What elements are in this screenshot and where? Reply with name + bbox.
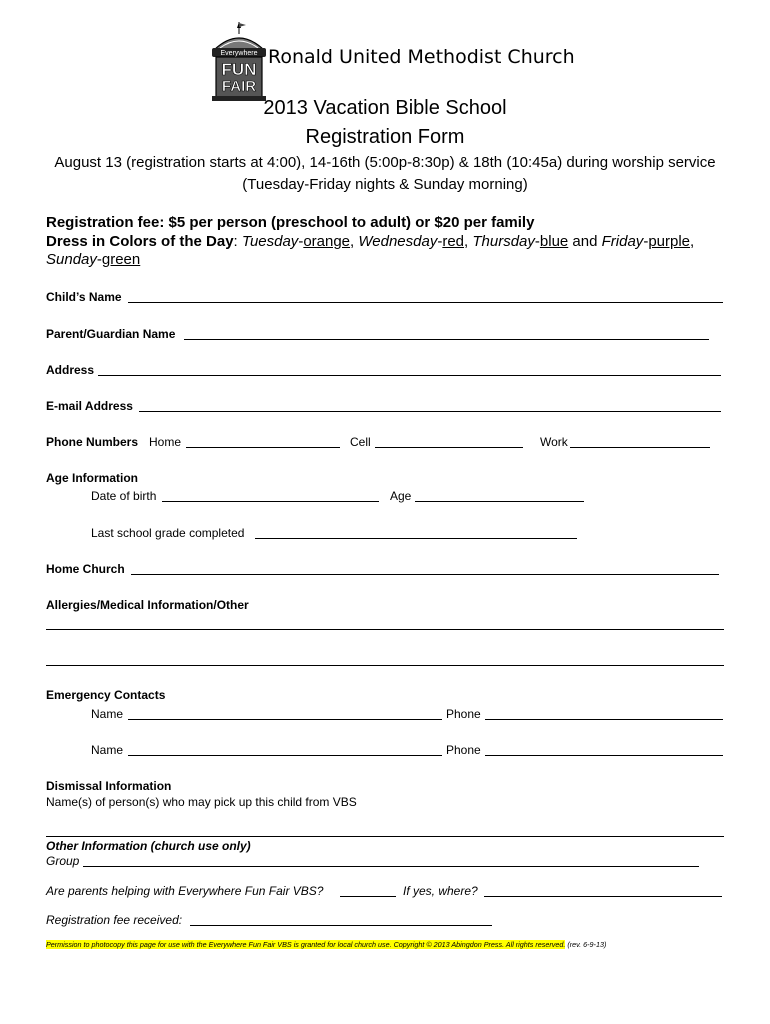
fun-fair-logo <box>208 20 270 102</box>
svg-text:Everywhere: Everywhere <box>220 50 258 57</box>
dismissal-label: Dismissal Information <box>46 779 172 793</box>
work-phone-label: Work <box>540 435 568 449</box>
work-phone-field[interactable] <box>570 447 710 448</box>
church-name: Ronald United Methodist Church <box>268 46 575 68</box>
email-field[interactable] <box>139 411 721 412</box>
page-title: 2013 Vacation Bible School <box>263 97 507 119</box>
dob-label: Date of birth <box>91 489 157 503</box>
cell-phone-field[interactable] <box>375 447 523 448</box>
dob-field[interactable] <box>162 501 379 502</box>
tuesday: Tuesday <box>241 233 299 250</box>
dismissal-sub: Name(s) of person(s) who may pick up this child from VBS <box>46 795 357 809</box>
age-info-label: Age Information <box>46 471 138 485</box>
emergency-phone-field-2[interactable] <box>485 755 723 756</box>
svg-text:FUN: FUN <box>221 60 257 79</box>
allergies-field-2[interactable] <box>46 665 724 666</box>
friday: Friday <box>601 233 644 250</box>
parent-name-label: Parent/Guardian Name <box>46 327 176 341</box>
parent-name-field[interactable] <box>184 339 709 340</box>
address-field[interactable] <box>98 375 721 376</box>
dates-line: August 13 (registration starts at 4:00), 14-16th (5:00p-8:30p) & 18th (10:45a) during worship service <box>54 154 716 171</box>
registration-fee: Registration fee: $5 per person (preschool to adult) or $20 per family <box>46 214 535 231</box>
age-field[interactable] <box>415 501 584 502</box>
sunday-color: green <box>101 251 141 268</box>
permission-notice: Permission to photocopy this page for use with the Everywhere Fun Fair VBS is granted for local church use. Copyright © 2013 Abingdon Press. All rights reserved. <box>46 940 566 949</box>
thursday: Thursday <box>472 233 535 250</box>
dates-note: (Tuesday-Friday nights & Sunday morning) <box>242 176 528 193</box>
allergies-field-1[interactable] <box>46 629 724 630</box>
allergies-label: Allergies/Medical Information/Other <box>46 598 249 612</box>
email-label: E-mail Address <box>46 399 133 413</box>
church-use-title: Other Information (church use only) <box>46 839 251 853</box>
footer <box>46 940 606 949</box>
emergency-name-label-2: Name <box>91 743 124 757</box>
group-label: Group <box>46 854 80 868</box>
thursday-color: blue <box>539 233 569 250</box>
if-yes-field[interactable] <box>484 896 722 897</box>
group-field[interactable] <box>83 866 699 867</box>
home-phone-field[interactable] <box>186 447 340 448</box>
friday-color: purple <box>648 233 691 250</box>
phone-numbers-label: Phone Numbers <box>46 435 139 449</box>
cell-phone-label: Cell <box>350 435 371 449</box>
emergency-phone-field-1[interactable] <box>485 719 723 720</box>
fee-received-label: Registration fee received: <box>46 913 183 927</box>
age-label: Age <box>390 489 412 503</box>
revision-note: (rev. 6-9-13) <box>567 940 607 949</box>
and-text: and <box>568 233 602 250</box>
page-subtitle: Registration Form <box>305 126 465 148</box>
dismissal-field[interactable] <box>46 836 724 837</box>
tuesday-color: orange <box>303 233 351 250</box>
emergency-name-label-1: Name <box>91 707 124 721</box>
svg-text:FAIR: FAIR <box>221 78 257 95</box>
childs-name-label: Child’s Name <box>46 290 122 304</box>
wednesday: Wednesday <box>358 233 438 250</box>
home-church-label: Home Church <box>46 562 125 576</box>
emergency-name-field-2[interactable] <box>128 755 442 756</box>
dress-colors: Dress in Colors of the Day: Tuesday-orange, Wednesday-red, Thursday-blue and Friday-purple, Sunday-green <box>46 233 695 268</box>
parents-helping-label: Are parents helping with Everywhere Fun Fair VBS? <box>46 884 324 898</box>
last-grade-field[interactable] <box>255 538 577 539</box>
if-yes-label: If yes, where? <box>403 884 478 898</box>
emergency-phone-label-2: Phone <box>446 743 481 757</box>
emergency-name-field-1[interactable] <box>128 719 442 720</box>
address-label: Address <box>46 363 95 377</box>
last-grade-label: Last school grade completed <box>91 526 245 540</box>
parents-helping-field[interactable] <box>340 896 396 897</box>
home-church-field[interactable] <box>131 574 719 575</box>
sunday: Sunday <box>46 251 97 268</box>
emergency-contacts-label: Emergency Contacts <box>46 688 166 702</box>
childs-name-field[interactable] <box>128 302 723 303</box>
wednesday-color: red <box>442 233 465 250</box>
home-phone-label: Home <box>149 435 182 449</box>
fee-received-field[interactable] <box>190 925 492 926</box>
emergency-phone-label-1: Phone <box>446 707 481 721</box>
dress-colon: : <box>233 233 242 250</box>
dress-label: Dress in Colors of the Day <box>46 233 234 250</box>
